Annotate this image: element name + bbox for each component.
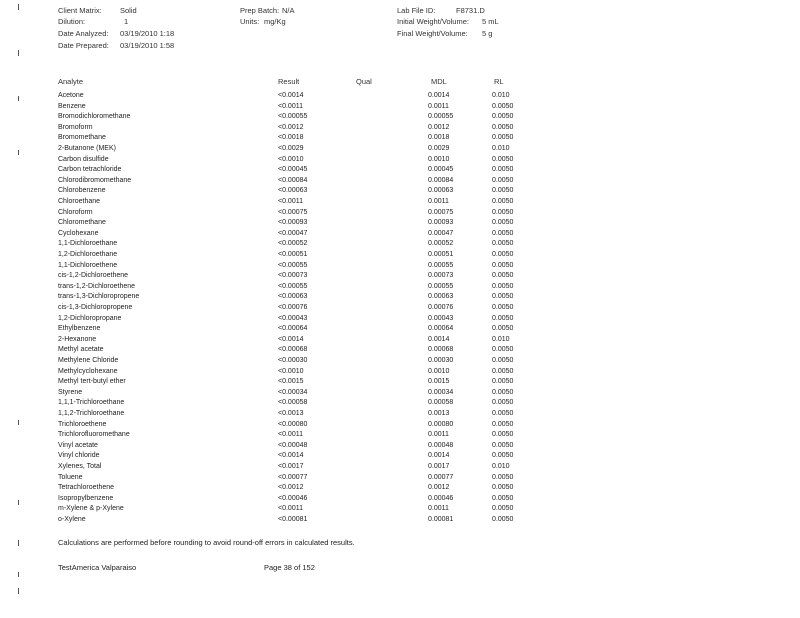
analyte-cell: 1,1-Dichloroethene (58, 261, 118, 269)
rl-cell: 0.0050 (492, 219, 514, 227)
table-row (0, 92, 800, 103)
result-cell: <0.0011 (278, 505, 303, 513)
analyte-cell: Vinyl acetate (58, 441, 98, 449)
result-cell: <0.00047 (278, 229, 308, 237)
mdl-cell: 0.0011 (428, 198, 449, 205)
mdl-cell: 0.0014 (428, 452, 450, 460)
mdl-cell: 0.0017 (428, 463, 450, 470)
mdl-cell: 0.0012 (428, 484, 450, 492)
rl-cell: 0.0050 (492, 378, 514, 386)
table-row (0, 166, 800, 177)
table-row (0, 431, 800, 442)
mdl-cell: 0.00055 (428, 261, 454, 269)
mdl-cell: 0.00051 (428, 251, 454, 258)
margin-tick (18, 540, 19, 546)
table-row (0, 463, 800, 474)
result-cell: <0.00063 (278, 293, 308, 301)
rl-cell: 0.0050 (492, 441, 514, 449)
margin-tick (18, 50, 19, 56)
analyte-cell: trans-1,2-Dichloroethene (58, 282, 136, 290)
mdl-cell: 0.0010 (428, 367, 450, 375)
table-row (0, 325, 800, 336)
table-row (0, 240, 800, 251)
result-cell: <0.0010 (278, 367, 304, 375)
result-cell: <0.0014 (278, 335, 304, 343)
table-row (0, 516, 800, 527)
result-cell: <0.00043 (278, 314, 308, 322)
result-cell: <0.0018 (278, 134, 304, 142)
analyte-cell: m-Xylene & p-Xylene (58, 505, 124, 513)
mdl-cell: 0.00043 (428, 314, 454, 322)
rl-cell: 0.0050 (492, 494, 514, 502)
analyte-cell: 2-Butanone (MEK) (58, 145, 116, 152)
rl-cell: 0.0050 (492, 346, 514, 354)
table-row (0, 505, 800, 516)
rl-cell: 0.0050 (492, 367, 514, 375)
margin-tick (18, 572, 19, 577)
result-cell: <0.00093 (278, 219, 308, 227)
analyte-cell: Isopropylbenzene (58, 494, 114, 502)
mdl-cell: 0.00075 (428, 208, 454, 216)
table-row (0, 474, 800, 485)
column-header-mdl: MDL (431, 77, 447, 86)
result-cell: <0.0014 (278, 452, 304, 460)
date-analyzed-label: Date Analyzed: (58, 29, 109, 38)
mdl-cell: 0.00076 (428, 304, 454, 311)
mdl-cell: 0.0015 (428, 378, 450, 386)
date-prepared-label: Date Prepared: (58, 41, 109, 50)
table-row (0, 156, 800, 167)
result-cell: <0.00081 (278, 516, 308, 523)
rl-cell: 0.0050 (492, 505, 514, 513)
mdl-cell: 0.00068 (428, 346, 454, 354)
rl-cell: 0.0050 (492, 187, 514, 195)
analyte-cell: Ethylbenzene (58, 325, 101, 333)
table-row (0, 357, 800, 368)
analyte-cell: Tetrachloroethene (58, 484, 115, 492)
result-cell: <0.00058 (278, 399, 308, 407)
analyte-cell: Toluene (58, 473, 83, 481)
mdl-cell: 0.00048 (428, 441, 454, 449)
mdl-cell: 0.0010 (428, 155, 450, 163)
analyte-cell: Carbon tetrachloride (58, 166, 122, 174)
analyte-cell: Bromoform (58, 123, 93, 131)
table-row (0, 378, 800, 389)
mdl-cell: 0.00084 (428, 176, 454, 184)
mdl-cell: 0.0018 (428, 134, 450, 142)
table-row (0, 399, 800, 410)
mdl-cell: 0.00055 (428, 113, 454, 121)
mdl-cell: 0.0014 (428, 335, 450, 343)
analyte-cell: Cyclohexane (58, 229, 99, 237)
table-row (0, 495, 800, 506)
prep-batch-value: N/A (282, 6, 295, 15)
client-matrix-value: Solid (120, 6, 137, 15)
mdl-cell: 0.00064 (428, 325, 454, 333)
result-cell: <0.00073 (278, 272, 308, 280)
dilution-label: Dilution: (58, 17, 86, 26)
column-header-qual: Qual (356, 77, 372, 86)
table-row (0, 484, 800, 495)
calculation-note: Calculations are performed before rounding to avoid round-off errors in calculated results. (58, 538, 355, 547)
table-row (0, 304, 800, 315)
analyte-cell: Methyl tert-butyl ether (58, 378, 126, 386)
result-cell: <0.00045 (278, 166, 308, 174)
analyte-cell: o-Xylene (58, 516, 86, 523)
rl-cell: 0.0050 (492, 155, 514, 163)
result-cell: <0.0014 (278, 92, 304, 99)
mdl-cell: 0.0011 (428, 102, 449, 110)
analyte-cell: Chlorodibromomethane (58, 176, 132, 184)
analyte-cell: Methylcyclohexane (58, 367, 118, 375)
rl-cell: 0.010 (492, 145, 510, 152)
analyte-cell: Vinyl chloride (58, 452, 100, 460)
rl-cell: 0.0050 (492, 198, 514, 205)
result-cell: <0.00077 (278, 473, 308, 481)
table-row (0, 134, 800, 145)
analyte-cell: Acetone (58, 92, 84, 99)
table-row (0, 410, 800, 421)
analyte-cell: Bromodichloromethane (58, 113, 131, 121)
units-label: Units: (240, 17, 260, 26)
mdl-cell: 0.00063 (428, 187, 454, 195)
analyte-cell: 1,1,1-Trichloroethane (58, 399, 125, 407)
rl-cell: 0.0050 (492, 304, 514, 311)
rl-cell: 0.0050 (492, 420, 514, 428)
rl-cell: 0.0050 (492, 261, 514, 269)
result-cell: <0.00063 (278, 187, 308, 195)
mdl-cell: 0.00058 (428, 399, 454, 407)
result-cell: <0.00055 (278, 261, 308, 269)
result-cell: <0.00048 (278, 441, 308, 449)
result-cell: <0.0011 (278, 198, 303, 205)
result-cell: <0.00046 (278, 494, 308, 502)
result-cell: <0.0010 (278, 155, 304, 163)
final-weight-value: 5 g (482, 29, 493, 38)
result-cell: <0.00034 (278, 388, 308, 396)
mdl-cell: 0.00030 (428, 357, 454, 364)
mdl-cell: 0.00045 (428, 166, 454, 174)
mdl-cell: 0.00063 (428, 293, 454, 301)
initial-weight-value: 5 mL (482, 17, 499, 26)
analyte-cell: Chlorobenzene (58, 187, 106, 195)
column-header-result: Result (278, 77, 300, 86)
table-row (0, 346, 800, 357)
prep-batch-label: Prep Batch: (240, 6, 280, 15)
rl-cell: 0.0050 (492, 388, 514, 396)
rl-cell: 0.0050 (492, 240, 514, 248)
result-cell: <0.00051 (278, 251, 308, 258)
result-cell: <0.00030 (278, 357, 308, 364)
lab-file-value: F8731.D (456, 6, 485, 15)
table-row (0, 230, 800, 241)
result-cell: <0.00080 (278, 420, 308, 428)
analyte-cell: 1,1-Dichloroethane (58, 240, 118, 248)
rl-cell: 0.0050 (492, 229, 514, 237)
analyte-cell: Benzene (58, 102, 86, 110)
mdl-cell: 0.0014 (428, 92, 450, 99)
final-weight-label: Final Weight/Volume: (397, 29, 468, 38)
mdl-cell: 0.0013 (428, 410, 450, 417)
mdl-cell: 0.00055 (428, 282, 454, 290)
table-row (0, 262, 800, 273)
company-name: TestAmerica Valparaiso (58, 563, 137, 572)
client-matrix-label: Client Matrix: (58, 6, 102, 15)
analyte-cell: Styrene (58, 388, 83, 396)
lab-file-label: Lab File ID: (397, 6, 436, 15)
analyte-cell: Chloromethane (58, 219, 106, 227)
mdl-cell: 0.00073 (428, 272, 454, 280)
table-row (0, 113, 800, 124)
rl-cell: 0.0050 (492, 325, 514, 333)
mdl-cell: 0.00080 (428, 420, 454, 428)
rl-cell: 0.0050 (492, 410, 514, 417)
rl-cell: 0.0050 (492, 166, 514, 174)
analyte-cell: Xylenes, Total (58, 463, 102, 470)
rl-cell: 0.0050 (492, 251, 514, 258)
analyte-cell: 1,1,2-Trichloroethane (58, 410, 125, 417)
mdl-cell: 0.0011 (428, 431, 449, 439)
result-cell: <0.0013 (278, 410, 304, 417)
rl-cell: 0.0050 (492, 431, 514, 439)
initial-weight-label: Initial Weight/Volume: (397, 17, 469, 26)
result-cell: <0.00055 (278, 282, 308, 290)
table-row (0, 187, 800, 198)
analyte-cell: 1,2-Dichloropropane (58, 314, 122, 322)
result-cell: <0.0011 (278, 102, 303, 110)
mdl-cell: 0.00081 (428, 516, 454, 523)
mdl-cell: 0.0011 (428, 505, 449, 513)
page-number: Page 38 of 152 (264, 563, 315, 572)
table-row (0, 251, 800, 262)
result-cell: <0.0017 (278, 463, 304, 470)
rl-cell: 0.0050 (492, 113, 514, 121)
result-cell: <0.0029 (278, 145, 304, 152)
table-row (0, 124, 800, 135)
result-cell: <0.00075 (278, 208, 308, 216)
table-row (0, 421, 800, 432)
table-row (0, 336, 800, 347)
mdl-cell: 0.00077 (428, 473, 454, 481)
rl-cell: 0.0050 (492, 176, 514, 184)
mdl-cell: 0.0029 (428, 145, 450, 152)
mdl-cell: 0.0012 (428, 123, 450, 131)
analyte-cell: Chloroethane (58, 198, 101, 205)
units-value: mg/Kg (264, 17, 286, 26)
analyte-cell: Bromomethane (58, 134, 106, 142)
column-header-rl: RL (494, 77, 504, 86)
mdl-cell: 0.00046 (428, 494, 454, 502)
margin-tick (18, 588, 19, 594)
result-cell: <0.0011 (278, 431, 303, 439)
table-row (0, 145, 800, 156)
rl-cell: 0.0050 (492, 293, 514, 301)
rl-cell: 0.0050 (492, 314, 514, 322)
result-cell: <0.00064 (278, 325, 308, 333)
result-cell: <0.00068 (278, 346, 308, 354)
analyte-cell: Trichlorofluoromethane (58, 431, 130, 439)
analyte-cell: Carbon disulfide (58, 155, 109, 163)
table-row (0, 315, 800, 326)
table-row (0, 209, 800, 220)
column-header-analyte: Analyte (58, 77, 84, 86)
table-row (0, 272, 800, 283)
dilution-value: 1 (124, 17, 129, 26)
rl-cell: 0.010 (492, 92, 510, 99)
rl-cell: 0.0050 (492, 272, 514, 280)
rl-cell: 0.0050 (492, 282, 514, 290)
analyte-cell: 2-Hexanone (58, 335, 97, 343)
mdl-cell: 0.00052 (428, 240, 454, 248)
rl-cell: 0.0050 (492, 484, 514, 492)
rl-cell: 0.0050 (492, 516, 514, 523)
analyte-cell: 1,2-Dichloroethane (58, 251, 118, 258)
rl-cell: 0.0050 (492, 473, 514, 481)
rl-cell: 0.0050 (492, 102, 514, 110)
result-cell: <0.0012 (278, 123, 304, 131)
result-cell: <0.0012 (278, 484, 304, 492)
margin-tick (18, 4, 19, 10)
rl-cell: 0.010 (492, 463, 510, 470)
table-row (0, 198, 800, 209)
analyte-cell: Methyl acetate (58, 346, 104, 354)
date-analyzed-value: 03/19/2010 1:18 (120, 29, 175, 38)
result-cell: <0.0015 (278, 378, 304, 386)
rl-cell: 0.0050 (492, 134, 514, 142)
result-cell: <0.00076 (278, 304, 308, 311)
date-prepared-value: 03/19/2010 1:58 (120, 41, 175, 50)
table-row (0, 368, 800, 379)
table-row (0, 293, 800, 304)
mdl-cell: 0.00034 (428, 388, 454, 396)
analyte-cell: Chloroform (58, 208, 93, 216)
rl-cell: 0.0050 (492, 208, 514, 216)
rl-cell: 0.0050 (492, 452, 514, 460)
rl-cell: 0.0050 (492, 357, 514, 364)
table-row (0, 283, 800, 294)
rl-cell: 0.0050 (492, 123, 514, 131)
table-row (0, 442, 800, 453)
mdl-cell: 0.00093 (428, 219, 454, 227)
table-row (0, 452, 800, 463)
table-row (0, 103, 800, 114)
analyte-cell: trans-1,3-Dichloropropene (58, 293, 140, 301)
analyte-cell: Trichloroethene (58, 420, 107, 428)
analyte-cell: cis-1,3-Dichloropropene (58, 304, 133, 311)
result-cell: <0.00084 (278, 176, 308, 184)
analyte-cell: cis-1,2-Dichloroethene (58, 272, 129, 280)
rl-cell: 0.010 (492, 335, 510, 343)
table-row (0, 219, 800, 230)
result-cell: <0.00052 (278, 240, 308, 248)
analyte-cell: Methylene Chloride (58, 357, 119, 364)
result-cell: <0.00055 (278, 113, 308, 121)
mdl-cell: 0.00047 (428, 229, 454, 237)
table-row (0, 389, 800, 400)
rl-cell: 0.0050 (492, 399, 514, 407)
table-row (0, 177, 800, 188)
